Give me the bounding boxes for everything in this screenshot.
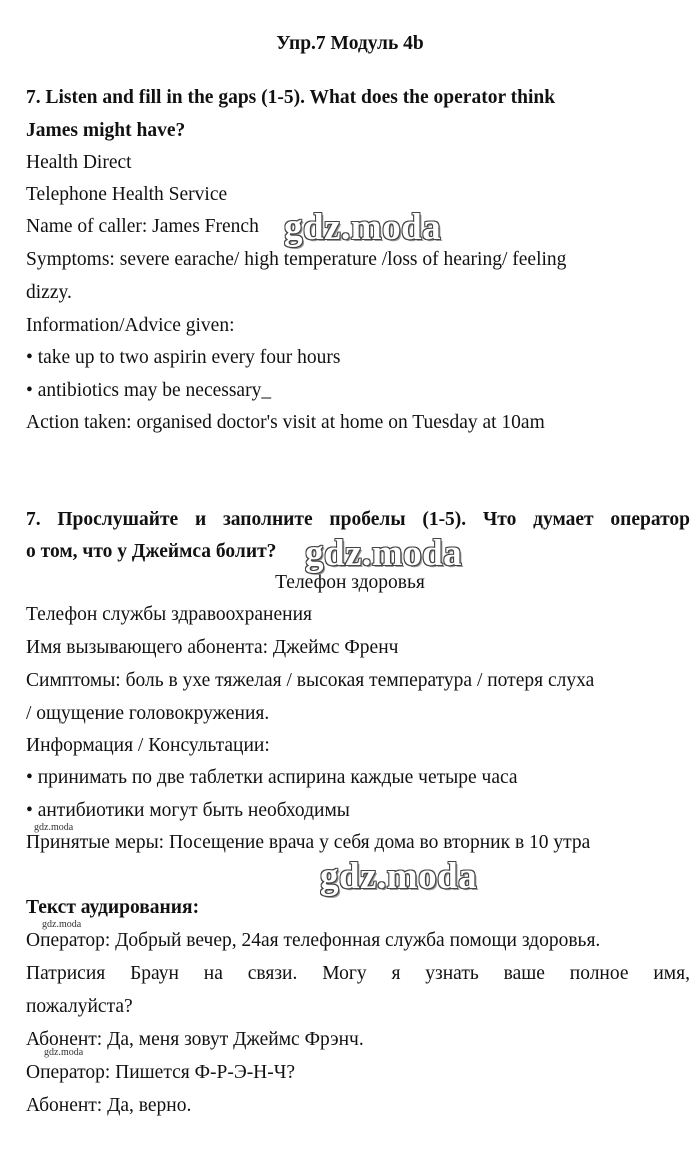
transcript-line-6: Абонент: Да, верно. (26, 1095, 192, 1116)
ru-task-line-2: о том, что у Джеймса болит? (26, 541, 277, 562)
watermark-small-1: gdz.moda (34, 822, 74, 833)
en-info-label: Information/Advice given: (26, 315, 235, 336)
transcript-line-1: Оператор: Добрый вечер, 24ая телефонная служба помощи здоровья. (26, 930, 601, 951)
en-symptoms-line-1: Symptoms: severe earache/ high temperature /loss of hearing/ feeling (26, 249, 567, 270)
ru-info-label: Информация / Консультации: (26, 735, 270, 756)
transcript-line-3: пожалуйста? (26, 996, 133, 1017)
en-action: Action taken: organised doctor's visit at home on Tuesday at 10am (26, 412, 545, 433)
ru-action: Принятые меры: Посещение врача у себя дома во вторник в 10 утра (26, 832, 591, 853)
en-advice-1: • take up to two aspirin every four hours (26, 347, 341, 368)
en-symptoms-line-2: dizzy. (26, 282, 72, 303)
en-service-sub: Telephone Health Service (26, 184, 228, 205)
ru-caller: Имя вызывающего абонента: Джеймс Френч (26, 637, 399, 658)
en-caller: Name of caller: James French (26, 216, 259, 237)
ru-service: Телефон здоровья (275, 572, 425, 593)
en-service: Health Direct (26, 152, 132, 173)
transcript-line-4: Абонент: Да, меня зовут Джеймс Фрэнч. (26, 1029, 364, 1050)
watermark-3: gdz.moda (320, 856, 478, 897)
en-advice-2: • antibiotics may be necessary_ (26, 380, 272, 401)
ru-symptoms-line-2: / ощущение головокружения. (26, 703, 270, 724)
watermark-small-3: gdz.moda (44, 1047, 84, 1058)
transcript-heading: Текст аудирования: (26, 897, 200, 918)
ru-advice-2: • антибиотики могут быть необходимы (26, 800, 350, 821)
en-task-line-1: 7. Listen and fill in the gaps (1-5). What does the operator think (26, 87, 556, 108)
ru-service-sub: Телефон службы здравоохранения (26, 604, 312, 625)
page-title: Упр.7 Модуль 4b (276, 33, 424, 54)
watermark-2: gdz.moda (305, 533, 463, 574)
ru-task-line-1: 7. Прослушайте и заполните пробелы (1-5). Что думает оператор (26, 509, 690, 530)
watermark-small-2: gdz.moda (42, 919, 82, 930)
ru-advice-1: • принимать по две таблетки аспирина каждые четыре часа (26, 767, 518, 788)
transcript-line-2: Патрисия Браун на связи. Могу я узнать ваше полное имя, (26, 963, 690, 984)
transcript-line-5: Оператор: Пишется Ф-Р-Э-Н-Ч? (26, 1062, 296, 1083)
ru-symptoms-line-1: Симптомы: боль в ухе тяжелая / высокая температура / потеря слуха (26, 670, 595, 691)
en-task-line-2: James might have? (26, 120, 186, 141)
watermark-1: gdz.moda (284, 207, 442, 248)
